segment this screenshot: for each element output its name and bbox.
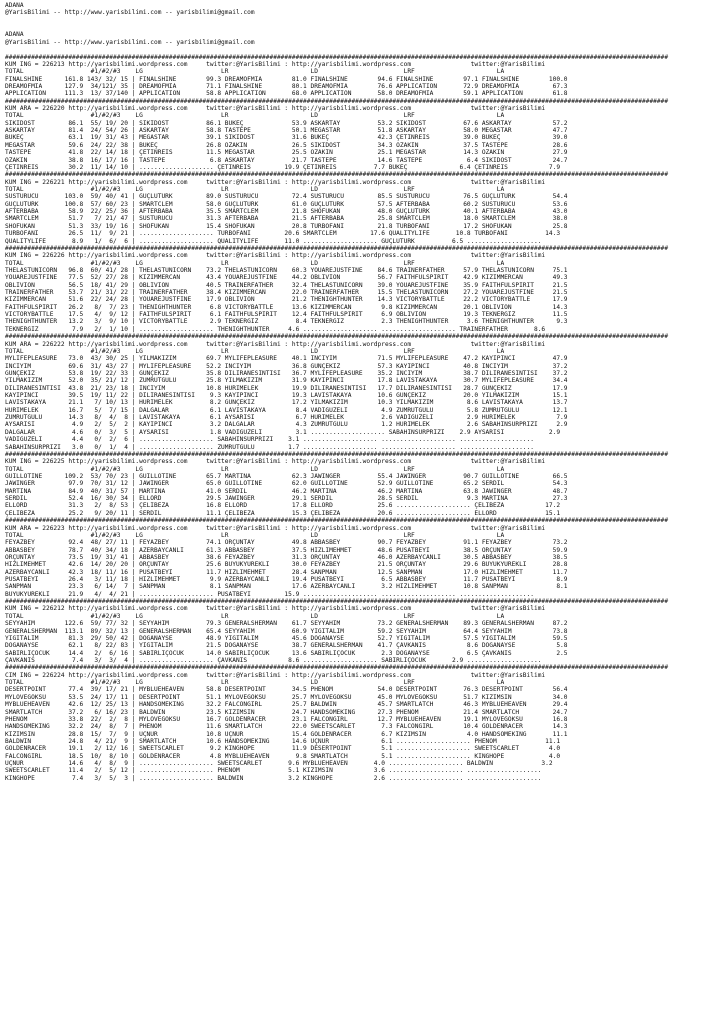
horse-row: LAVISTAKAYA 21.1 7/ 10/ 13 | HURIMELEK 8.2 GÜNÇEKIZ 17.2 YILMAKIZIM 10.3 YILMAKIZIM 8.6 LAVISTAKAYA 13.7: [5, 399, 568, 407]
race-header-line: KUM ING = 226226 http://yarisbilimi.wordpress.com twitter:@YarisBilimi : http://yarisbilimi.wordpress.com twitter:@YarisBilimi: [5, 252, 546, 260]
horse-row: SWEETSCARLET 11.4 2/ 5/ 12 | .................... PHENOM 5.1 KIZIMSIN 3.6 .................... ....................: [5, 767, 542, 775]
horse-row: QUALITYLIFE 8.9 1/ 6/ 6 | .................... QUALITYLIFE 11.0 .................... GÜÇLÜTÜRK 6.5 ....................: [5, 237, 542, 245]
horse-row: TEKNERGIZ 7.9 2/ 1/ 10 | .................... THENIGHTHUNTER 4.6 .................... .................... TRAINERFATHER 8.6: [5, 325, 546, 333]
race-header-line: KUM ING = 226221 http://yarisbilimi.wordpress.com twitter:@YarisBilimi : http://yarisbilimi.wordpress.com twitter:@YarisBilimi: [5, 178, 546, 186]
horse-row: FEYAZBEY 92.4 48/ 27/ 11 | FEYAZBEY 74.1 ORÇUNTAY 49.8 ABBASBEY 90.7 FEYAZBEY 91.1 FEYAZBEY 73.2: [5, 539, 568, 547]
race-header-line: KUM ING = 226213 http://yarisbilimi.wordpress.com twitter:@YarisBilimi : http://yarisbilimi.wordpress.com twitter:@YarisBilimi: [5, 60, 546, 68]
horse-row: HANDSOMEKING 32.2 24/ 8/ 7 | PHENOM 11.6 SMARTLATCH 22.0 SWEETSCARLET 7.3 FALCONGIRL 10.4 GOLDENRACER 14.3: [5, 723, 568, 731]
horse-row: FAITHFULSPIRIT 26.2 8/ 7/ 23 | THENIGHTHUNTER 6.8 VICTORYBATTLE 13.6 KIZIMMERCAN 9.8 KIZIMMERCAN 20.1 OBLIVION 14.3: [5, 303, 568, 311]
horse-row: DREAMOFMIA 127.9 34/121/ 35 | DREAMOFMIA 71.1 FINALSHINE 80.1 DREAMOFMIA 76.6 APPLICATION 72.9 DREAMOFMIA 67.3: [5, 82, 568, 90]
horse-row: ÇETINREIS 30.2 11/ 14/ 10 | .................... ÇETINREIS 19.9 ÇETINREIS 7.7 BÜKEÇ 6.4 ÇETINREIS 7.9: [5, 163, 561, 171]
separator-line: ##################################################################################################################################################################################: [5, 598, 669, 606]
horse-row: GENERALSHERMAN 113.1 89/ 32/ 13 | GENERALSHERMAN 65.4 SEYYAHIM 60.9 YIGITALIM 59.2 SEYYAHIM 64.4 SEYYAHIM 73.8: [5, 627, 568, 635]
horse-row: SABIRLIÇOCUK 14.4 2/ 6/ 16 | SABIRLIÇOCUK 14.0 SABIRLIÇOCUK 13.6 SABIRLIÇOCUK 2.3 DOGANAYSE 6.5 ÇAVKANIS 2.5: [5, 649, 568, 657]
horse-row: SIKIDOST 86.1 55/ 19/ 20 | SIKIDOST 86.1 BÜKEÇ 53.9 ASKARTAY 53.2 SIKIDOST 67.6 ASKARTAY 57.2: [5, 119, 568, 127]
horse-row: BÜYÜKYÜREKLI 21.9 4/ 4/ 21 | .................... PUSATBEYI 15.9 .................... .................... ....................: [5, 590, 534, 598]
column-header-line: TOTAL #1/#2/#3 LG LR LD LRF LA: [5, 68, 505, 76]
separator-line: ##################################################################################################################################################################################: [5, 171, 669, 179]
horse-row: MYBLUEHEAVEN 42.6 12/ 25/ 13 | HANDSOMEKING 32.2 FALCONGIRL 25.7 BALDWIN 45.7 SMARTLATCH 46.3 MYBLUEHEAVEN 29.4: [5, 701, 568, 709]
horse-row: YILMAKIZIM 52.0 35/ 21/ 12 | ZÜMRÜTGÜLÜ 25.8 YILMAKIZIM 31.9 KAYIPINCI 17.8 LAVISTAKAYA 30.7 MYLIFEPLEASURE 34.4: [5, 377, 568, 385]
separator-line: ##################################################################################################################################################################################: [5, 333, 669, 341]
blank-line: [5, 17, 728, 24]
horse-row: YIGITALIM 81.3 29/ 50/ 42 | DOGANAYSE 48.9 YIGITALIM 45.6 DOGANAYSE 52.7 YIGITALIM 57.5 YIGITALIM 59.5: [5, 634, 568, 642]
horse-row: MEGASTAR 59.6 24/ 22/ 38 | BÜKEÇ 26.8 OZAKIN 26.5 SIKIDOST 34.3 OZAKIN 37.5 TASTEPE 28.6: [5, 141, 568, 149]
separator-line: ##################################################################################################################################################################################: [5, 664, 669, 672]
separator-line: ##################################################################################################################################################################################: [5, 450, 669, 458]
horse-row: SUSTURUCU 103.0 59/ 40/ 41 | GÜÇLÜTÜRK 89.0 SUSTURUCU 72.4 SUSTURUCU 85.5 SUSTURUCU 76.5 GÜÇLÜTÜRK 54.4: [5, 193, 568, 201]
horse-row: DILIRANESINTISI 43.8 21/ 23/ 18 | INCIYIM 10.8 HURIMELEK 19.9 DILIRANESINTISI 17.7 DILIRANESINTISI 28.7 GÜNÇEKIZ 17.9: [5, 384, 568, 392]
horse-row: HIZLIMEHMET 42.6 14/ 20/ 20 | ORÇUNTAY 25.6 BÜYÜKYÜREKLI 30.0 FEYAZBEY 21.5 ORÇUNTAY 29.6 BÜYÜKYÜREKLI 28.8: [5, 561, 568, 569]
race-header-line: KUM ARA = 226223 http://yarisbilimi.wordpress.com twitter:@YarisBilimi : http://yarisbilimi.wordpress.com twitter:@YarisBilimi: [5, 524, 546, 532]
horse-row: DESERTPOINT 77.4 39/ 17/ 21 | MYBLUEHEAVEN 58.8 DESERTPOINT 34.5 PHENOM 54.0 DESERTPOINT 76.3 DESERTPOINT 56.4: [5, 686, 568, 694]
horse-row: ORÇUNTAY 73.5 19/ 31/ 41 | ABBASBEY 38.6 FEYAZBEY 31.3 ORÇUNTAY 46.0 AZERBAYCANLI 30.5 ABBASBEY 38.5: [5, 553, 568, 561]
horse-row: SEYYAHIM 122.6 59/ 77/ 32 | SEYYAHIM 79.3 GENERALSHERMAN 61.7 SEYYAHIM 73.2 GENERALSHERMAN 89.3 GENERALSHERMAN 87.2: [5, 620, 568, 628]
horse-row: APPLICATION 111.3 13/ 37/140 | APPLICATION 58.8 APPLICATION 68.0 APPLICATION 58.0 DREAMOFMIA 59.1 APPLICATION 61.8: [5, 90, 568, 98]
horse-row: AYSARISI 4.9 2/ 5/ 2 | KAYIPINCI 3.2 DALGALAR 4.3 ZÜMRÜTGÜLÜ 1.2 HURIMELEK 2.6 SABAHINSÜRPRIZI 2.9: [5, 421, 568, 429]
separator-line: ##################################################################################################################################################################################: [5, 244, 669, 252]
horse-row: MYLOVEGÖKSU 53.5 24/ 17/ 11 | DESERTPOINT 51.1 MYLOVEGÖKSU 25.7 MYLOVEGÖKSU 45.0 MYLOVEGÖKSU 51.7 KIZIMSIN 34.0: [5, 693, 568, 701]
horse-row: TRAINERFATHER 53.7 21/ 31/ 22 | TRAINERFATHER 38.4 KIZIMMERCAN 22.0 TRAINERFATHER 15.5 THELASTUNICORN 27.2 YOUAREJUSTFINE 21.5: [5, 289, 568, 297]
horse-row: VADIGÜZELI 4.4 0/ 2/ 6 | .................... SABAHINSÜRPRIZI 3.1 .................... .................... ....................: [5, 436, 534, 444]
column-header-line: TOTAL #1/#2/#3 LG LR LD LRF LA: [5, 112, 505, 120]
horse-row: JAWINGER 97.9 70/ 31/ 12 | JAWINGER 65.0 GUILLOTINE 62.0 GUILLOTINE 52.9 GUILLOTINE 65.2 SERDIL 54.3: [5, 480, 568, 488]
column-header-line: TOTAL #1/#2/#3 LG LR LD LRF LA: [5, 465, 505, 473]
horse-row: TASTEPE 41.8 22/ 14/ 18 | ÇETINREIS 11.5 MEGASTAR 25.5 OZAKIN 25.1 MEGASTAR 14.3 OZAKIN 27.9: [5, 149, 568, 157]
horse-row: SMARTLATCH 37.2 6/ 16/ 23 | BALDWIN 23.5 KIZIMSIN 24.7 HANDSOMEKING 27.3 PHENOM 21.4 SMARTLATCH 24.7: [5, 708, 568, 716]
column-header-line: TOTAL #1/#2/#3 LG LR LD LRF LA: [5, 531, 505, 539]
horse-row: PUSATBEYI 26.4 3/ 11/ 18 | HIZLIMEHMET 9.9 AZERBAYCANLI 19.4 PUSATBEYI 6.5 ABBASBEY 11.7 PUSATBEYI 8.9: [5, 576, 568, 584]
city-title: ADANA: [5, 2, 24, 9]
horse-row: VICTORYBATTLE 17.5 4/ 9/ 12 | FAITHFULSPIRIT 6.1 FAITHFULSPIRIT 12.4 FAITHFULSPIRIT 6.9 OBLIVION 19.3 TEKNERGIZ 11.5: [5, 311, 568, 319]
horse-row: OZAKIN 38.8 16/ 17/ 16 | TASTEPE 6.8 ASKARTAY 21.7 TASTEPE 14.6 TASTEPE 6.4 SIKIDOST 24.7: [5, 156, 568, 164]
horse-row: FINALSHINE 161.8 143/ 32/ 15 | FINALSHINE 99.3 DREAMOFMIA 81.0 FINALSHINE 94.6 FINALSHINE 97.1 FINALSHINE 100.0: [5, 75, 568, 83]
race-header-line: CIM ING = 226224 http://yarisbilimi.wordpress.com twitter:@YarisBilimi : http://yarisbilimi.wordpress.com twitter:@YarisBilimi: [5, 671, 546, 679]
separator-line: ##################################################################################################################################################################################: [5, 97, 669, 105]
horse-row: KIZIMSIN 28.8 15/ 7/ 9 | ÜÇNUR 10.8 ÜÇNUR 15.4 GOLDENRACER 6.7 KIZIMSIN 4.0 HANDSOMEKING 11.1: [5, 730, 568, 738]
horse-row: SABAHINSÜRPRIZI 3.0 0/ 1/ 4 | .................... ZÜMRÜTGÜLÜ 1.7 .................... .................... ....................: [5, 443, 534, 451]
horse-row: GÜNÇEKIZ 53.8 19/ 22/ 33 | GÜNÇEKIZ 35.8 DILIRANESINTISI 36.7 MYLIFEPLEASURE 35.2 INCIYIM 38.7 DILIRANESINTISI 37.2: [5, 369, 568, 377]
horse-row: SANPMAN 23.3 6/ 14/ 7 | SANPMAN 8.1 SANPMAN 17.6 AZERBAYCANLI 3.2 HIZLIMEHMET 10.8 SANPMAN 8.1: [5, 583, 568, 591]
horse-row: THELASTUNICORN 96.8 60/ 41/ 28 | THELASTUNICORN 73.2 THELASTUNICORN 60.3 YOUAREJUSTFINE 84.6 TRAINERFATHER 57.9 THELASTUNICORN 75.1: [5, 266, 568, 274]
contact-line: @YarisBilimi -- http://www.yarisbilimi.com -- yarisbilimi@gmail.com: [5, 9, 255, 17]
horse-row: ZÜMRÜTGÜLÜ 14.3 8/ 4/ 8 | LAVISTAKAYA 6.1 AYSARISI 6.7 HURIMELEK 2.6 VADIGÜZELI 2.9 HURIMELEK 7.9: [5, 414, 568, 422]
blank-line: [5, 46, 728, 53]
horse-row: KINGHOPE 7.4 3/ 5/ 3 | .................... BALDWIN 3.2 KINGHOPE 2.6 .................... ....................: [5, 774, 542, 782]
horse-row: BÜKEÇ 63.1 19/ 31/ 43 | MEGASTAR 39.1 SIKIDOST 31.6 BÜKEÇ 42.3 ÇETINREIS 39.0 BÜKEÇ 39.0: [5, 134, 568, 142]
horse-row: AZERBAYCANLI 42.3 18/ 11/ 16 | PUSATBEYI 11.7 HIZLIMEHMET 28.4 SANPMAN 12.5 SANPMAN 17.0 HIZLIMEHMET 11.7: [5, 568, 568, 576]
horse-row: AFTERBABA 58.9 22/ 25/ 36 | AFTERBABA 35.5 SMARTCLEM 21.8 SHOFUKAN 48.0 GÜÇLÜTÜRK 40.1 AFTERBABA 43.0: [5, 208, 568, 216]
horse-row: SMARTCLEM 51.7 7/ 21/ 47 | SUSTURUCU 31.3 AFTERBABA 21.5 AFTERBABA 25.8 SMARTCLEM 18.0 SMARTCLEM 38.0: [5, 215, 568, 223]
separator-line: ##################################################################################################################################################################################: [5, 517, 669, 525]
horse-row: MARTINA 84.9 40/ 31/ 57 | MARTINA 41.0 SERDIL 46.2 MARTINA 46.2 MARTINA 63.8 JAWINGER 48.7: [5, 487, 568, 495]
horse-row: PHENOM 33.8 22/ 2/ 8 | MYLOVEGÖKSU 16.7 GOLDENRACER 23.1 FALCONGIRL 12.7 MYBLUEHEAVEN 19.1 MYLOVEGÖKSU 16.8: [5, 715, 568, 723]
horse-row: KIZIMMERCAN 51.6 22/ 24/ 28 | YOUAREJUSTFINE 17.9 OBLIVION 21.2 THENIGHTHUNTER 14.3 VICTORYBATTLE 22.2 VICTORYBATTLE 17.9: [5, 296, 568, 304]
horse-row: GUILLOTINE 109.2 53/ 70/ 23 | GUILLOTINE 65.7 MARTINA 62.3 JAWINGER 55.4 JAWINGER 90.7 GUILLOTINE 66.5: [5, 473, 568, 480]
column-header-line: TOTAL #1/#2/#3 LG LR LD LRF LA: [5, 259, 505, 267]
column-header-line: TOTAL #1/#2/#3 LG LR LD LRF LA: [5, 185, 505, 193]
horse-row: KAYIPINCI 39.5 19/ 11/ 22 | DILIRANESINTISI 9.3 KAYIPINCI 19.3 LAVISTAKAYA 10.6 GÜNÇEKIZ 20.0 YILMAKIZIM 15.1: [5, 392, 568, 400]
horse-row: OBLIVION 56.5 18/ 41/ 29 | OBLIVION 40.5 TRAINERFATHER 32.4 THELASTUNICORN 39.0 YOUAREJUSTFINE 35.9 FAITHFULSPIRIT 21.5: [5, 281, 568, 289]
horse-row: MYLIFEPLEASURE 73.0 43/ 30/ 25 | YILMAKIZIM 69.7 MYLIFEPLEASURE 40.1 INCIYIM 71.5 MYLIFEPLEASURE 47.2 KAYIPINCI 47.9: [5, 355, 568, 363]
race-header-line: KUM ING = 226212 http://yarisbilimi.wordpress.com twitter:@YarisBilimi : http://yarisbilimi.wordpress.com twitter:@YarisBilimi: [5, 605, 546, 613]
column-header-line: TOTAL #1/#2/#3 LG LR LD LRF LA: [5, 679, 505, 687]
column-header-line: TOTAL #1/#2/#3 LG LR LD LRF LA: [5, 347, 505, 355]
horse-row: SHOFUKAN 51.3 33/ 19/ 16 | SHOFUKAN 15.4 SHOFUKAN 20.8 TURBOFANI 21.8 TURBOFANI 17.2 SHOFUKAN 25.8: [5, 222, 568, 230]
column-header-line: TOTAL #1/#2/#3 LG LR LD LRF LA: [5, 612, 505, 620]
horse-row: ASKARTAY 81.4 24/ 54/ 26 | ASKARTAY 58.8 TASTEPE 50.1 MEGASTAR 51.8 ASKARTAY 58.0 MEGASTAR 47.7: [5, 127, 568, 135]
contact-line: @YarisBilimi -- http://www.yarisbilimi.com -- yarisbilimi@gmail.com: [5, 38, 255, 46]
city-title: ADANA: [5, 31, 24, 39]
horse-row: GOLDENRACER 19.1 2/ 12/ 16 | SWEETSCARLET 9.2 KINGHOPE 11.9 DESERTPOINT 5.1 .................... SWEETSCARLET 4.0: [5, 745, 561, 753]
horse-row: THENIGHTHUNTER 13.2 3/ 9/ 10 | VICTORYBATTLE 2.9 TEKNERGIZ 8.4 TEKNERGIZ 2.3 THENIGHTHUNTER 3.6 THENIGHTHUNTER 9.3: [5, 318, 568, 326]
horse-row: ABBASBEY 78.7 40/ 34/ 18 | AZERBAYCANLI 61.3 ABBASBEY 37.5 HIZLIMEHMET 48.6 PUSATBEYI 38.5 ORÇUNTAY 59.9: [5, 546, 568, 554]
horse-row: TURBOFANI 26.5 11/ 9/ 21 | .................... TURBOFANI 20.6 SMARTCLEM 17.6 QUALITYLIFE 10.8 TURBOFANI 14.3: [5, 230, 561, 238]
horse-row: ÇELIBEZA 25.2 9/ 20/ 11 | SERDIL 11.1 ÇELIBEZA 15.3 ÇELIBEZA 20.6 .................... ELLORD 15.1: [5, 509, 561, 517]
horse-row: INCIYIM 69.6 31/ 43/ 27 | MYLIFEPLEASURE 52.2 INCIYIM 36.8 GÜNÇEKIZ 57.3 KAYIPINCI 40.8 INCIYIM 37.2: [5, 362, 568, 370]
horse-row: ÜÇNUR 14.6 4/ 8/ 9 | .................... SWEETSCARLET 9.6 MYBLUEHEAVEN 4.0 .................... BALDWIN 3.2: [5, 760, 553, 768]
race-header-line: KUM ARA = 226220 http://yarisbilimi.wordpress.com twitter:@YarisBilimi : http://yarisbilimi.wordpress.com twitter:@YarisBilimi: [5, 105, 546, 113]
horse-row: DOGANAYSE 62.1 8/ 22/ 83 | YIGITALIM 21.5 DOGANAYSE 38.7 GENERALSHERMAN 41.7 ÇAVKANIS 8.6 DOGANAYSE 5.8: [5, 642, 568, 650]
race-header-line: KUM ING = 226225 http://yarisbilimi.wordpress.com twitter:@YarisBilimi : http://yarisbilimi.wordpress.com twitter:@YarisBilimi: [5, 458, 546, 466]
horse-row: YOUAREJUSTFINE 77.5 52/ 27/ 28 | KIZIMMERCAN 43.4 YOUAREJUSTFINE 44.2 OBLIVION 56.7 FAITHFULSPIRIT 42.9 KIZIMMERCAN 49.3: [5, 274, 568, 282]
horse-row: ELLORD 31.3 2/ 8/ 53 | ÇELIBEZA 16.8 ELLORD 17.8 ELLORD 25.6 .................... ÇELIBEZA 17.2: [5, 502, 561, 510]
race-header-line: KUM ARA = 226222 http://yarisbilimi.wordpress.com twitter:@YarisBilimi : http://yarisbilimi.wordpress.com twitter:@YarisBilimi: [5, 340, 546, 348]
blank-line: [5, 24, 728, 31]
horse-row: GÜÇLÜTÜRK 100.8 57/ 60/ 23 | SMARTCLEM 58.0 GÜÇLÜTÜRK 61.0 GÜÇLÜTÜRK 57.5 AFTERBABA 60.2 SUSTURUCU 53.6: [5, 200, 568, 208]
horse-row: BALDWIN 24.8 4/ 21/ 9 | SMARTLATCH 10.6 HANDSOMEKING 14.6 ÜÇNUR 6.1 .................... PHENOM 11.1: [5, 737, 561, 745]
horse-row: SERDIL 52.4 16/ 30/ 34 | ELLORD 29.5 JAWINGER 29.1 SERDIL 28.5 SERDIL 9.3 MARTINA 27.3: [5, 495, 568, 503]
horse-row: HURIMELEK 16.7 5/ 7/ 15 | DALGALAR 6.1 LAVISTAKAYA 8.4 VADIGÜZELI 4.9 ZÜMRÜTGÜLÜ 5.8 ZÜMRÜTGÜLÜ 12.1: [5, 406, 568, 414]
horse-row: FALCONGIRL 18.5 10/ 8/ 10 | GOLDENRACER 4.8 MYBLUEHEAVEN 9.8 SMARTLATCH 5.1 .................... KINGHOPE 4.0: [5, 752, 561, 760]
horse-row: DALGALAR 4.6 0/ 3/ 5 | AYSARISI 1.8 VADIGÜZELI 3.1 .................... SABAHINSÜRPRIZI 2.9 AYSARISI 2.9: [5, 428, 561, 436]
separator-line: ##################################################################################################################################################################################: [5, 53, 669, 61]
horse-row: ÇAVKANIS 7.4 3/ 3/ 4 | .................... ÇAVKANIS 8.6 .................... SABIRLIÇOCUK 2.9 ....................: [5, 656, 542, 664]
